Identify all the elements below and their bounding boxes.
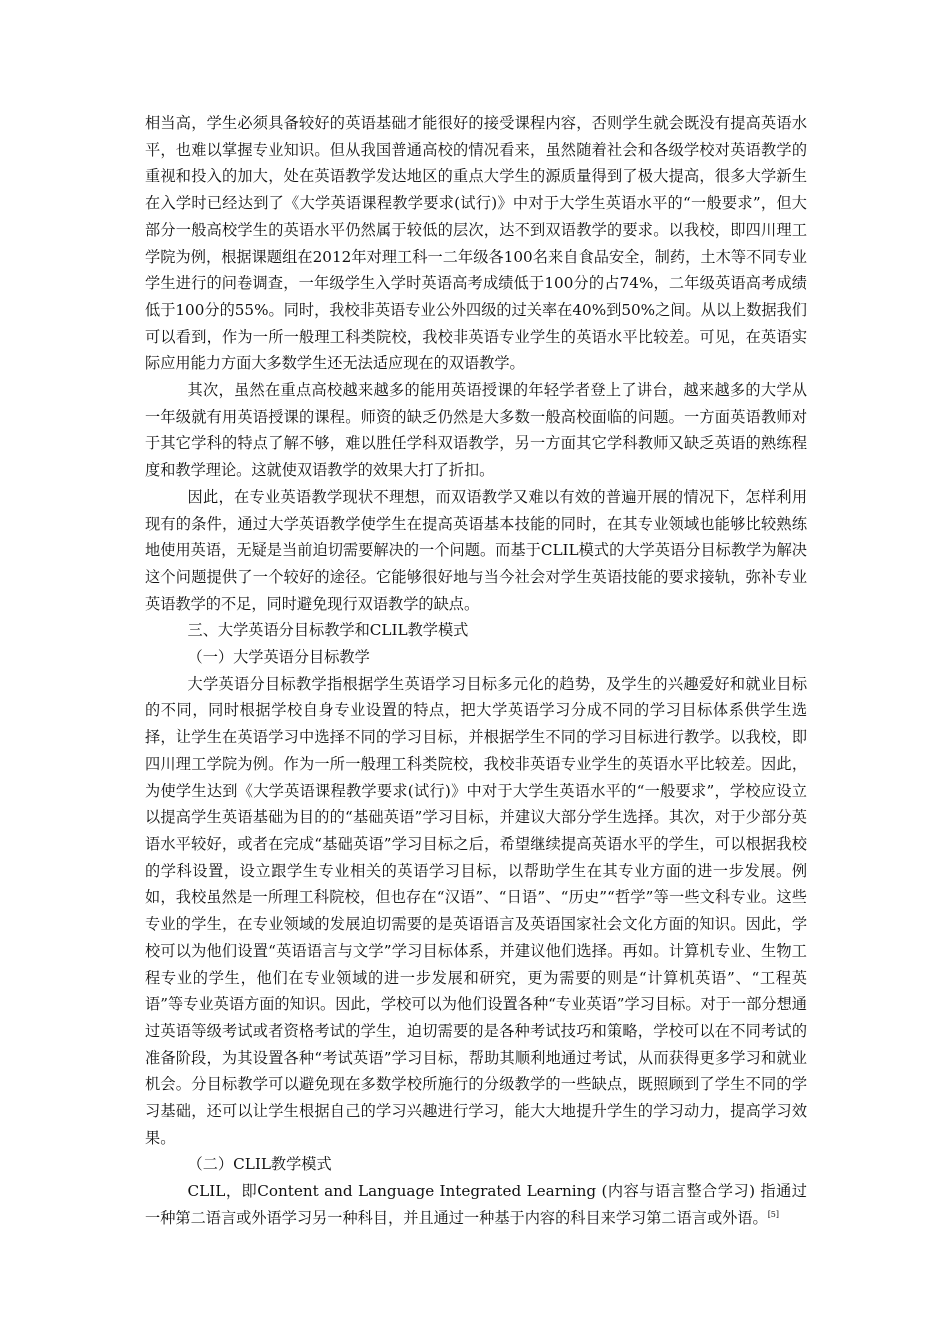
subsection-heading-3-2: （二）CLIL教学模式 [187, 1155, 332, 1174]
section-heading-3: 三、大学英语分目标教学和CLIL教学模式 [187, 621, 469, 640]
subsection-heading-3-1: （一）大学英语分目标教学 [187, 648, 370, 667]
document-page [145, 110, 807, 1232]
paragraph-teacher-shortage: 其次，虽然在重点高校越来越多的能用英语授课的年轻学者登上了讲台，越来越多的大学从一年级就有用英语授课的课程。师资的缺乏仍然是大多数一般高校面临的问题。一方面英语教师对于其它学科的特点了解不够，难以胜任学科双语教学，另一方面其它学科教师又缺乏英语的熟练程度和教学理论。这就使双语教学的效果大打了折扣。 [145, 381, 807, 480]
paragraph-clil-solution: 因此，在专业英语教学现状不理想，而双语教学又难以有效的普遍开展的情况下，怎样利用现有的条件，通过大学英语教学使学生在提高英语基本技能的同时，在其专业领域也能够比较熟练地使用英语，无疑是当前迫切需要解决的一个问题。而基于CLIL模式的大学英语分目标教学为解决这个问题提供了一个较好的途径。它能够很好地与当今社会对学生英语技能的要求接轨，弥补专业英语教学的不足，同时避免现行双语教学的缺点。 [145, 487, 807, 613]
paragraph-clil-definition [145, 1178, 807, 1231]
paragraph-english-level: 相当高，学生必须具备较好的英语基础才能很好的接受课程内容，否则学生就会既没有提高英语水平，也难以掌握专业知识。但从我国普通高校的情况看来，虽然随着社会和各级学校对英语教学的重视和投入的加大，处在英语教学发达地区的重点大学生的源质量得到了极大提高，很多大学新生在入学时已经达到了《大学英语课程教学要求(试行)》中对于大学生英语水平的“一般要求”，但大部分一般高校学生的英语水平仍然属于较低的层次，达不到双语教学的要求。以我校，即四川理工学院为例，根据课题组在2012年对理工科一二年级各100名来自食品安全，制药，土木等不同专业学生进行的问卷调查，一年级学生入学时英语高考成绩低于100分的占74%，二年级英语高考成绩低于100分的55%。同时，我校非英语专业公外四级的过关率在40%到50%之间。从以上数据我们可以看到，作为一所一般理工科类院校，我校非英语专业学生的英语水平比较差。可见，在英语实际应用能力方面大多数学生还无法适应现在的双语教学。 [145, 114, 807, 373]
citation-marker: [5] [767, 1209, 780, 1219]
clil-definition-text: CLIL，即Content and Language Integrated Learning (内容与语言整合学习) 指通过一种第二语言或外语学习另一种科目，并且通过一种基于内容的科目来学习第二语言或外语。 [145, 1182, 807, 1227]
paragraph-goal-based-teaching: 大学英语分目标教学指根据学生英语学习目标多元化的趋势，及学生的兴趣爱好和就业目标的不同，同时根据学校自身专业设置的特点，把大学英语学习分成不同的学习目标体系供学生选择，让学生在英语学习中选择不同的学习目标，并根据学生不同的学习目标进行教学。以我校，即四川理工学院为例。作为一所一般理工科类院校，我校非英语专业学生的英语水平比较差。因此，为使学生达到《大学英语课程教学要求(试行)》中对于大学生英语水平的“一般要求”，学校应设立以提高学生英语基础为目的的“基础英语”学习目标，并建议大部分学生选择。其次，对于少部分英语水平较好，或者在完成“基础英语”学习目标之后，希望继续提高英语水平的学生，可以根据我校的学科设置，设立跟学生专业相关的英语学习目标，以帮助学生在其专业方面的进一步发展。例如，我校虽然是一所理工科院校，但也存在“汉语”、“日语”、“历史”“哲学”等一些文科专业。这些专业的学生，在专业领域的发展迫切需要的是英语语言及英语国家社会文化方面的知识。因此，学校可以为他们设置“英语语言与文学”学习目标体系，并建议他们选择。再如。计算机专业、生物工程专业的学生，他们在专业领域的进一步发展和研究，更为需要的则是“计算机英语”、“工程英语”等专业英语方面的知识。因此，学校可以为他们设置各种“专业英语”学习目标。对于一部分想通过英语等级考试或者资格考试的学生，迫切需要的是各种考试技巧和策略，学校可以在不同考试的准备阶段，为其设置各种“考试英语”学习目标，帮助其顺利地通过考试，从而获得更多学习和就业机会。分目标教学可以避免现在多数学校所施行的分级教学的一些缺点，既照顾到了学生不同的学习基础，还可以让学生根据自己的学习兴趣进行学习，能大大地提升学生的学习动力，提高学习效果。 [145, 674, 807, 1147]
